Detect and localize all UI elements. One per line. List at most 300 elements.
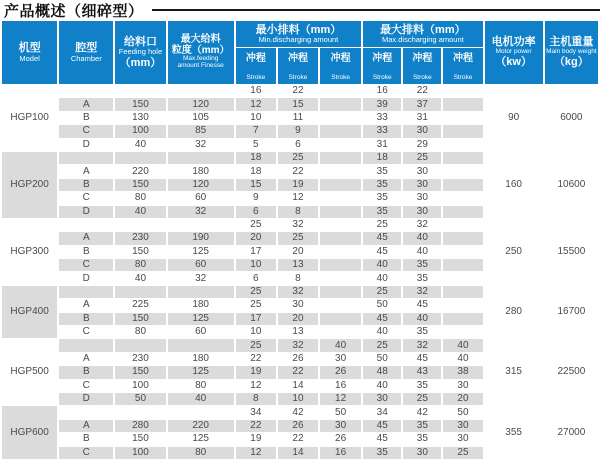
min-value-cell xyxy=(320,165,361,177)
min-value-cell xyxy=(320,192,361,204)
chamber-cell: B xyxy=(59,246,113,258)
max-value-cell: 30 xyxy=(403,206,441,218)
stroke-min-cell: 50 xyxy=(320,406,361,418)
min-value-cell: 8 xyxy=(278,272,318,284)
max-value-cell: 30 xyxy=(403,179,441,191)
maxfeed-cell: 80 xyxy=(168,447,234,459)
chamber-cell: C xyxy=(59,447,113,459)
col-header-chamber xyxy=(59,21,113,84)
stroke-max-cell: 25 xyxy=(403,152,441,164)
motor-zh-label: 电机功率 xyxy=(491,36,536,49)
min-value-cell xyxy=(320,313,361,325)
max-value-cell: 40 xyxy=(363,272,401,284)
maxfeed-cell: 180 xyxy=(168,165,234,177)
stroke-max-cell xyxy=(443,152,482,164)
feeding-cell: 100 xyxy=(115,125,165,137)
stroke-min-cell xyxy=(320,152,361,164)
min-value-cell: 6 xyxy=(278,139,318,151)
weight-en-label: Main body weight xyxy=(546,48,597,56)
chamber-cell: B xyxy=(59,313,113,325)
chamber-cell: C xyxy=(59,192,113,204)
max-value-cell xyxy=(443,246,482,258)
min-value-cell: 22 xyxy=(278,165,318,177)
min-value-cell: 22 xyxy=(278,366,318,378)
chamber-cell: A xyxy=(59,420,113,432)
weight-cell: 27000 xyxy=(545,406,598,459)
maxfeed-cell: 60 xyxy=(168,326,234,338)
stroke-max-cell: 18 xyxy=(363,152,401,164)
max-value-cell: 30 xyxy=(443,420,482,432)
max-value-cell: 20 xyxy=(443,393,482,405)
min-value-cell xyxy=(320,272,361,284)
model-en-label: Model xyxy=(19,53,40,63)
stroke-min-cell: 18 xyxy=(236,152,276,164)
min-value-cell: 8 xyxy=(236,393,276,405)
max-value-cell: 29 xyxy=(403,139,441,151)
max-value-cell xyxy=(443,272,482,284)
max-value-cell: 35 xyxy=(363,165,401,177)
max-value-cell xyxy=(443,98,482,110)
min-value-cell: 14 xyxy=(278,380,318,392)
motor-power-cell: 280 xyxy=(485,286,543,339)
min-value-cell: 26 xyxy=(278,420,318,432)
stroke-min-cell: 25 xyxy=(236,339,276,351)
stroke-min-cell: 32 xyxy=(278,219,318,231)
chamber-cell: B xyxy=(59,112,113,124)
min-value-cell: 30 xyxy=(320,420,361,432)
max-value-cell: 25 xyxy=(403,393,441,405)
max-value-cell: 39 xyxy=(363,98,401,110)
col-header-motor-power xyxy=(485,21,543,84)
maxfeed-cell: 60 xyxy=(168,259,234,271)
feeding-cell: 150 xyxy=(115,313,165,325)
stroke-header-row xyxy=(2,152,598,164)
chamber-cell xyxy=(59,152,113,164)
stroke-min-cell: 32 xyxy=(278,286,318,298)
stroke-max-cell: 25 xyxy=(363,286,401,298)
max-value-cell: 45 xyxy=(363,433,401,445)
maxfeed-cell: 120 xyxy=(168,98,234,110)
max-en-label: Max.discharging amount xyxy=(381,35,464,45)
max-value-cell: 40 xyxy=(363,380,401,392)
min-value-cell: 25 xyxy=(278,232,318,244)
stroke-header-row xyxy=(2,85,598,97)
col-header-stroke-min-1: 冲程 Stroke xyxy=(236,48,276,84)
spec-table-body xyxy=(2,85,598,459)
min-value-cell xyxy=(320,259,361,271)
min-value-cell: 10 xyxy=(278,393,318,405)
max-value-cell: 35 xyxy=(363,447,401,459)
chamber-cell: A xyxy=(59,98,113,110)
maxfeed-cell: 32 xyxy=(168,206,234,218)
stroke-min-cell: 32 xyxy=(278,339,318,351)
stroke-max-cell xyxy=(443,286,482,298)
min-value-cell: 12 xyxy=(236,380,276,392)
maxfeed-cell xyxy=(168,85,234,97)
max-value-cell xyxy=(443,299,482,311)
min-value-cell: 30 xyxy=(320,353,361,365)
model-cell: HGP200 xyxy=(2,152,57,218)
max-value-cell: 35 xyxy=(403,433,441,445)
maxfeed-en1-label: Max.feeding xyxy=(182,55,219,63)
maxfeed-cell: 80 xyxy=(168,380,234,392)
max-value-cell: 40 xyxy=(363,326,401,338)
feeding-cell: 130 xyxy=(115,112,165,124)
maxfeed-cell: 180 xyxy=(168,353,234,365)
chamber-cell xyxy=(59,406,113,418)
feeding-cell: 150 xyxy=(115,179,165,191)
max-value-cell: 30 xyxy=(403,447,441,459)
weight-cell: 22500 xyxy=(545,339,598,405)
model-cell: HGP100 xyxy=(2,85,57,151)
feeding-cell xyxy=(115,406,165,418)
maxfeed-cell: 105 xyxy=(168,112,234,124)
stroke-max-cell: 32 xyxy=(403,219,441,231)
stroke-min-cell xyxy=(320,286,361,298)
col-header-stroke-min-3: 冲程 Stroke xyxy=(320,48,361,84)
stroke-max-cell: 50 xyxy=(443,406,482,418)
min-value-cell: 6 xyxy=(236,206,276,218)
chamber-cell: A xyxy=(59,299,113,311)
motor-unit-label: （kw） xyxy=(495,55,532,68)
feeding-unit-label: （mm） xyxy=(119,56,162,69)
max-value-cell: 35 xyxy=(363,206,401,218)
model-cell: HGP300 xyxy=(2,219,57,285)
col-header-stroke-max-3: 冲程 Stroke xyxy=(443,48,482,84)
max-value-cell xyxy=(443,125,482,137)
col-header-stroke-min-2: 冲程 Stroke xyxy=(278,48,318,84)
max-value-cell xyxy=(443,232,482,244)
min-value-cell: 26 xyxy=(278,353,318,365)
min-value-cell xyxy=(320,98,361,110)
min-value-cell: 7 xyxy=(236,125,276,137)
min-value-cell xyxy=(320,112,361,124)
chamber-cell xyxy=(59,339,113,351)
model-zh-label: 机型 xyxy=(18,42,41,55)
col-header-model xyxy=(2,21,57,84)
stroke-max-cell: 32 xyxy=(403,286,441,298)
min-value-cell: 16 xyxy=(320,447,361,459)
min-value-cell: 25 xyxy=(236,299,276,311)
stroke-max-cell xyxy=(443,219,482,231)
min-value-cell xyxy=(320,299,361,311)
maxfeed-cell: 125 xyxy=(168,366,234,378)
title-rule-line xyxy=(152,9,600,11)
maxfeed-cell: 120 xyxy=(168,179,234,191)
chamber-cell: D xyxy=(59,393,113,405)
min-value-cell: 12 xyxy=(236,98,276,110)
min-en-label: Min.discharging amount xyxy=(258,35,339,45)
min-value-cell: 13 xyxy=(278,326,318,338)
min-value-cell: 22 xyxy=(236,353,276,365)
col-header-main-weight xyxy=(545,21,598,84)
min-value-cell: 5 xyxy=(236,139,276,151)
maxfeed-cell: 32 xyxy=(168,272,234,284)
stroke-min-cell: 25 xyxy=(236,286,276,298)
max-value-cell: 40 xyxy=(443,353,482,365)
maxfeed-cell xyxy=(168,219,234,231)
weight-cell: 15500 xyxy=(545,219,598,285)
maxfeed-en2-label: amount Finesse xyxy=(177,62,224,69)
max-value-cell: 33 xyxy=(363,112,401,124)
feeding-cell: 80 xyxy=(115,192,165,204)
min-value-cell: 10 xyxy=(236,112,276,124)
max-value-cell: 40 xyxy=(363,259,401,271)
feeding-cell xyxy=(115,286,165,298)
max-value-cell: 45 xyxy=(363,232,401,244)
feeding-cell: 150 xyxy=(115,98,165,110)
feeding-cell: 150 xyxy=(115,366,165,378)
motor-power-cell: 250 xyxy=(485,219,543,285)
stroke-max-cell: 25 xyxy=(363,339,401,351)
feeding-cell: 40 xyxy=(115,206,165,218)
max-value-cell xyxy=(443,313,482,325)
maxfeed-cell: 180 xyxy=(168,299,234,311)
feeding-cell: 225 xyxy=(115,299,165,311)
min-value-cell: 26 xyxy=(320,433,361,445)
min-value-cell: 11 xyxy=(278,112,318,124)
feeding-cell: 50 xyxy=(115,393,165,405)
stroke-min-cell xyxy=(320,85,361,97)
max-value-cell: 35 xyxy=(403,420,441,432)
stroke-header-row xyxy=(2,219,598,231)
chamber-cell: D xyxy=(59,139,113,151)
maxfeed-cell: 32 xyxy=(168,139,234,151)
min-value-cell: 26 xyxy=(320,366,361,378)
min-value-cell xyxy=(320,139,361,151)
max-value-cell: 35 xyxy=(363,192,401,204)
title-row xyxy=(0,0,600,20)
min-value-cell: 9 xyxy=(278,125,318,137)
min-value-cell: 18 xyxy=(236,165,276,177)
feeding-cell: 230 xyxy=(115,353,165,365)
stroke-header-row xyxy=(2,339,598,351)
motor-power-cell: 355 xyxy=(485,406,543,459)
min-value-cell: 22 xyxy=(236,420,276,432)
stroke-max-cell xyxy=(443,85,482,97)
min-value-cell xyxy=(320,125,361,137)
feeding-en-label: Feeding hole xyxy=(118,47,163,57)
chamber-cell: B xyxy=(59,433,113,445)
col-group-max-discharging xyxy=(363,21,482,47)
maxfeed-cell: 85 xyxy=(168,125,234,137)
min-value-cell: 9 xyxy=(236,192,276,204)
min-value-cell: 30 xyxy=(278,299,318,311)
max-value-cell: 37 xyxy=(403,98,441,110)
max-value-cell: 35 xyxy=(403,259,441,271)
maxfeed-cell: 125 xyxy=(168,313,234,325)
col-group-min-discharging xyxy=(236,21,361,47)
max-value-cell: 25 xyxy=(443,447,482,459)
chamber-en-label: Chamber xyxy=(70,53,102,63)
feeding-cell: 40 xyxy=(115,272,165,284)
max-value-cell xyxy=(443,192,482,204)
stroke-max-cell: 42 xyxy=(403,406,441,418)
min-value-cell xyxy=(320,232,361,244)
feeding-cell: 280 xyxy=(115,420,165,432)
chamber-cell: C xyxy=(59,326,113,338)
stroke-max-cell: 22 xyxy=(403,85,441,97)
maxfeed-zh1-label: 最大给料 xyxy=(180,34,221,46)
min-zh-label: 最小排料（mm） xyxy=(255,23,342,36)
maxfeed-cell xyxy=(168,406,234,418)
feeding-cell xyxy=(115,219,165,231)
maxfeed-cell: 40 xyxy=(168,393,234,405)
stroke-header-row xyxy=(2,406,598,418)
max-value-cell xyxy=(443,206,482,218)
maxfeed-cell xyxy=(168,286,234,298)
max-value-cell: 30 xyxy=(403,192,441,204)
chamber-cell: C xyxy=(59,125,113,137)
motor-en-label: Motor power xyxy=(495,48,532,56)
col-header-stroke-max-2: 冲程 Stroke xyxy=(403,48,441,84)
weight-cell: 16700 xyxy=(545,286,598,339)
max-value-cell: 33 xyxy=(363,125,401,137)
feeding-zh-label: 给料口 xyxy=(123,35,157,48)
min-value-cell: 17 xyxy=(236,246,276,258)
stroke-max-cell: 32 xyxy=(403,339,441,351)
stroke-min-cell: 25 xyxy=(236,219,276,231)
chamber-cell: B xyxy=(59,179,113,191)
stroke-min-cell xyxy=(320,219,361,231)
maxfeed-cell: 190 xyxy=(168,232,234,244)
max-value-cell xyxy=(443,179,482,191)
maxfeed-cell: 60 xyxy=(168,192,234,204)
motor-power-cell: 315 xyxy=(485,339,543,405)
motor-power-cell: 90 xyxy=(485,85,543,151)
chamber-cell xyxy=(59,286,113,298)
min-value-cell: 19 xyxy=(236,366,276,378)
chamber-cell: A xyxy=(59,165,113,177)
min-value-cell: 13 xyxy=(278,259,318,271)
stroke-min-cell: 22 xyxy=(278,85,318,97)
max-value-cell: 31 xyxy=(363,139,401,151)
stroke-min-cell: 40 xyxy=(320,339,361,351)
stroke-max-cell: 16 xyxy=(363,85,401,97)
weight-cell: 6000 xyxy=(545,85,598,151)
max-value-cell: 30 xyxy=(363,393,401,405)
max-value-cell xyxy=(443,165,482,177)
max-value-cell: 45 xyxy=(363,313,401,325)
max-value-cell: 45 xyxy=(403,353,441,365)
maxfeed-zh2-label: 粒度（mm） xyxy=(171,44,230,56)
max-value-cell: 38 xyxy=(443,366,482,378)
chamber-cell: A xyxy=(59,353,113,365)
min-value-cell: 20 xyxy=(278,246,318,258)
model-cell: HGP400 xyxy=(2,286,57,339)
chamber-cell xyxy=(59,219,113,231)
weight-zh-label: 主机重量 xyxy=(549,36,594,49)
feeding-cell: 100 xyxy=(115,447,165,459)
min-value-cell xyxy=(320,326,361,338)
min-value-cell: 10 xyxy=(236,259,276,271)
min-value-cell xyxy=(320,246,361,258)
min-value-cell: 12 xyxy=(236,447,276,459)
max-value-cell: 35 xyxy=(403,326,441,338)
page-title: 产品概述（细碎型） xyxy=(4,2,144,20)
min-value-cell: 20 xyxy=(236,232,276,244)
max-value-cell: 45 xyxy=(363,420,401,432)
max-value-cell: 43 xyxy=(403,366,441,378)
max-value-cell: 30 xyxy=(443,433,482,445)
max-value-cell: 48 xyxy=(363,366,401,378)
chamber-cell: D xyxy=(59,272,113,284)
feeding-cell: 220 xyxy=(115,165,165,177)
stroke-header-row xyxy=(2,286,598,298)
stroke-min-cell: 34 xyxy=(236,406,276,418)
stroke-min-cell: 42 xyxy=(278,406,318,418)
feeding-cell xyxy=(115,152,165,164)
max-value-cell xyxy=(443,259,482,271)
feeding-cell: 150 xyxy=(115,246,165,258)
motor-power-cell: 160 xyxy=(485,152,543,218)
chamber-cell: B xyxy=(59,366,113,378)
min-value-cell: 19 xyxy=(236,433,276,445)
stroke-max-cell: 34 xyxy=(363,406,401,418)
max-value-cell xyxy=(443,326,482,338)
weight-unit-label: （kg） xyxy=(553,55,589,68)
max-value-cell: 40 xyxy=(403,313,441,325)
model-cell: HGP600 xyxy=(2,406,57,459)
chamber-cell xyxy=(59,85,113,97)
chamber-cell: C xyxy=(59,380,113,392)
spec-table xyxy=(0,20,600,460)
max-value-cell: 40 xyxy=(403,246,441,258)
max-value-cell: 30 xyxy=(403,125,441,137)
min-value-cell: 10 xyxy=(236,326,276,338)
min-value-cell: 12 xyxy=(320,393,361,405)
maxfeed-cell xyxy=(168,152,234,164)
col-header-max-feeding xyxy=(168,21,234,84)
min-value-cell: 12 xyxy=(278,192,318,204)
feeding-cell: 150 xyxy=(115,433,165,445)
min-value-cell: 16 xyxy=(320,380,361,392)
min-value-cell: 20 xyxy=(278,313,318,325)
spec-table-head xyxy=(2,21,598,84)
max-value-cell: 35 xyxy=(403,272,441,284)
col-header-stroke-max-1: 冲程 Stroke xyxy=(363,48,401,84)
max-value-cell: 30 xyxy=(443,380,482,392)
min-value-cell: 8 xyxy=(278,206,318,218)
feeding-cell: 40 xyxy=(115,139,165,151)
min-value-cell xyxy=(320,179,361,191)
weight-cell: 10600 xyxy=(545,152,598,218)
feeding-cell: 80 xyxy=(115,326,165,338)
min-value-cell: 15 xyxy=(236,179,276,191)
chamber-cell: A xyxy=(59,232,113,244)
max-value-cell: 45 xyxy=(403,299,441,311)
feeding-cell xyxy=(115,85,165,97)
col-header-feeding-hole xyxy=(115,21,165,84)
maxfeed-cell: 220 xyxy=(168,420,234,432)
stroke-max-cell: 40 xyxy=(443,339,482,351)
chamber-zh-label: 腔型 xyxy=(75,42,98,55)
feeding-cell: 100 xyxy=(115,380,165,392)
max-value-cell: 35 xyxy=(403,380,441,392)
stroke-min-cell: 25 xyxy=(278,152,318,164)
min-value-cell xyxy=(320,206,361,218)
model-cell: HGP500 xyxy=(2,339,57,405)
max-value-cell: 45 xyxy=(363,246,401,258)
feeding-cell: 80 xyxy=(115,259,165,271)
min-value-cell: 22 xyxy=(278,433,318,445)
min-value-cell: 6 xyxy=(236,272,276,284)
min-value-cell: 17 xyxy=(236,313,276,325)
max-value-cell: 50 xyxy=(363,299,401,311)
chamber-cell: D xyxy=(59,206,113,218)
max-value-cell: 40 xyxy=(403,232,441,244)
maxfeed-cell: 125 xyxy=(168,246,234,258)
